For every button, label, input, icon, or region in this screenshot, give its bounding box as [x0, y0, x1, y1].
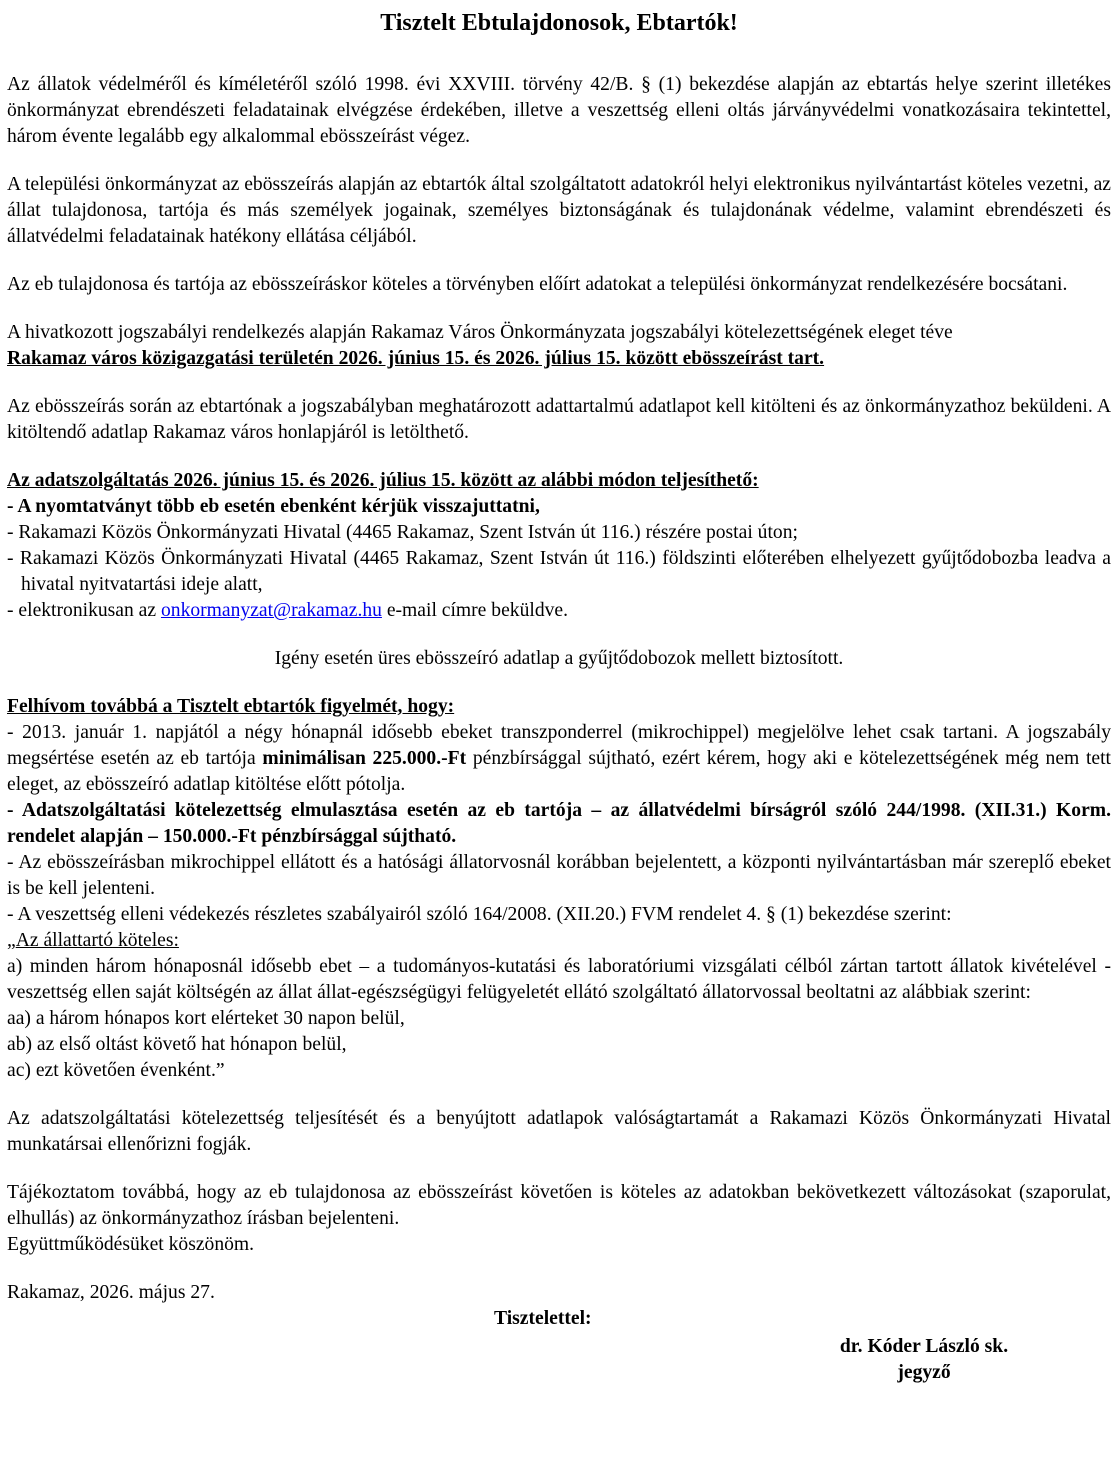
quote-a: a) minden három hónaposnál idősebb ebet – a tudományos-kutatási és laboratóriumi vizsgálati célból zártan tartott állatok kivételével - veszettség ellen saját költségén az állat állat-egészségügyi felügyeletét ellátó szolgáltató állatorvossal beoltatni az alábbiak szerint: — [7, 956, 1111, 1003]
paragraph-thanks: Együttműködésüket köszönöm. — [7, 1234, 255, 1255]
closing-paragraphs — [7, 1180, 1111, 1258]
quote-ab: ab) az első oltást követő hat hónapon belül, — [7, 1034, 347, 1055]
signature-block — [7, 1332, 1111, 1386]
quote-open-mark: „ — [7, 930, 16, 951]
quote-heading — [7, 928, 1111, 954]
closing-salutation: Tisztelettel: — [494, 1308, 592, 1329]
microchip-text-end: pénzbírsággal sújtható, ezért kérem, hogy aki e kötelezettségének még nem tett eleget, az ebösszeíró adatlap kitöltése előtt pótolja. — [7, 748, 1112, 795]
notice-microchip — [7, 720, 1111, 798]
quote-heading-text: Az állattartó köteles: — [15, 930, 179, 951]
submission-item-dropbox: - Rakamazi Közös Önkormányzati Hivatal (4465 Rakamaz, Szent István út 116.) földszinti előterében elhelyezett gyűjtődobozba leadva a hivatal nyitvatartási ideje alatt, — [7, 548, 1111, 595]
notice-data-fine: - Adatszolgáltatási kötelezettség elmulasztása esetén az eb tartója – az állatvédelmi bírságról szóló 244/1998. (XII.31.) Korm. rendelet alapján – 150.000.-Ft pénzbírsággal sújtható. — [7, 800, 1111, 847]
submission-item-post: - Rakamazi Közös Önkormányzati Hivatal (4465 Rakamaz, Szent István út 116.) részére postai úton; — [7, 522, 798, 543]
email-link[interactable]: onkormanyzat@rakamaz.hu — [160, 600, 382, 621]
microchip-text: - 2013. január 1. napjától a négy hónapnál idősebb ebeket transzponderrel (mikrochippel) megjelölve lehet csak tartani. A jogszabály megsértése esetén az eb tartója — [7, 722, 1111, 769]
submission-item-per-dog: - A nyomtatványt több eb esetén ebenként kérjük visszajuttatni, — [7, 496, 540, 517]
announcement-text: A hivatkozott jogszabályi rendelkezés alapján Rakamaz Város Önkormányzata jogszabályi kötelezettségének eleget téve — [7, 322, 953, 343]
notice-heading: Felhívom továbbá a Tisztelt ebtartók figyelmét, hogy: — [7, 696, 455, 717]
letter-title: Tisztelt Ebtulajdonosok, Ebtartók! — [380, 10, 738, 36]
announcement-date-range: Rakamaz város közigazgatási területén 2026. június 15. és 2026. július 15. között ebösszeírást tart. — [7, 348, 825, 369]
paragraph-announcement — [7, 320, 1111, 372]
paragraph-form-info: Az ebösszeírás során az ebtartónak a jogszabályban meghatározott adattartalmú adatlapot kell kitölteni és az önkormányzathoz beküldeni. A kitöltendő adatlap Rakamaz város honlapjáról is letölthető. — [7, 396, 1111, 443]
paragraph-owner-duty: Az eb tulajdonosa és tartója az ebösszeíráskor köteles a törvényben előírt adatokat a települési önkormányzat rendelkezésére bocsátani. — [7, 274, 1068, 295]
submission-methods-section — [7, 468, 1111, 624]
email-prefix: - elektronikusan az — [7, 600, 161, 621]
paragraph-changes: Tájékoztatom továbbá, hogy az eb tulajdonosa az ebösszeírást követően is köteles az adatokban bekövetkezett változásokat (szaporulat, elhullás) az önkormányzathoz írásban bejelenteni. — [7, 1182, 1111, 1229]
paragraph-registry: A települési önkormányzat az ebösszeírás alapján az ebtartók által szolgáltatott adatokról helyi elektronikus nyilvántartást köteles vezetni, az állat tulajdonosa, tartója és más személyek jogainak, személyes biztonságának és tulajdonának védelme, valamint ebrendészeti és állatvédelmi feladatainak hatékony ellátása céljából. — [7, 174, 1111, 247]
quote-aa: aa) a három hónapos kort elérteket 30 napon belül, — [7, 1008, 405, 1029]
email-suffix: e-mail címre beküldve. — [381, 600, 569, 621]
quote-ac: ac) ezt követően évenként.” — [7, 1060, 225, 1081]
notice-rabies-rule: - A veszettség elleni védekezés részletes szabályairól szóló 164/2008. (XII.20.) FVM rendelet 4. § (1) bekezdése szerint: — [7, 904, 952, 925]
paragraph-verification: Az adatszolgáltatási kötelezettség teljesítését és a benyújtott adatlapok valóságtartamát a Rakamazi Közös Önkormányzati Hivatal munkatársai ellenőrizni fogják. — [7, 1108, 1111, 1155]
letter-page — [7, 8, 1111, 1386]
blank-form-note: Igény esetén üres ebösszeíró adatlap a gyűjtődobozok mellett biztosított. — [274, 648, 844, 669]
signer-title: jegyző — [897, 1362, 951, 1383]
place-date: Rakamaz, 2026. május 27. — [7, 1282, 215, 1303]
signer-name: dr. Kóder László sk. — [839, 1336, 1009, 1357]
paragraph-legal-basis: Az állatok védelméről és kíméletéről szóló 1998. évi XXVIII. törvény 42/B. § (1) bekezdése alapján az ebtartás helye szerint illetékes önkormányzat ebrendészeti feladatainak elvégzése érdekében, illetve a veszettség elleni oltás járványvédelmi vonatkozásaira tekintettel, három évente legalább egy alkalommal ebösszeírást végez. — [7, 74, 1111, 147]
microchip-fine: minimálisan 225.000.-Ft — [262, 748, 467, 769]
submission-item-email — [7, 598, 1111, 624]
notice-section — [7, 694, 1111, 1084]
submission-heading: Az adatszolgáltatás 2026. június 15. és 2026. július 15. között az alábbi módon teljesíthető: — [7, 470, 759, 491]
notice-registered-dogs: - Az ebösszeírásban mikrochippel ellátott és a hatósági állatorvosnál korábban bejelentett, a központi nyilvántartásban már szereplő ebeket is be kell jelenteni. — [7, 852, 1111, 899]
